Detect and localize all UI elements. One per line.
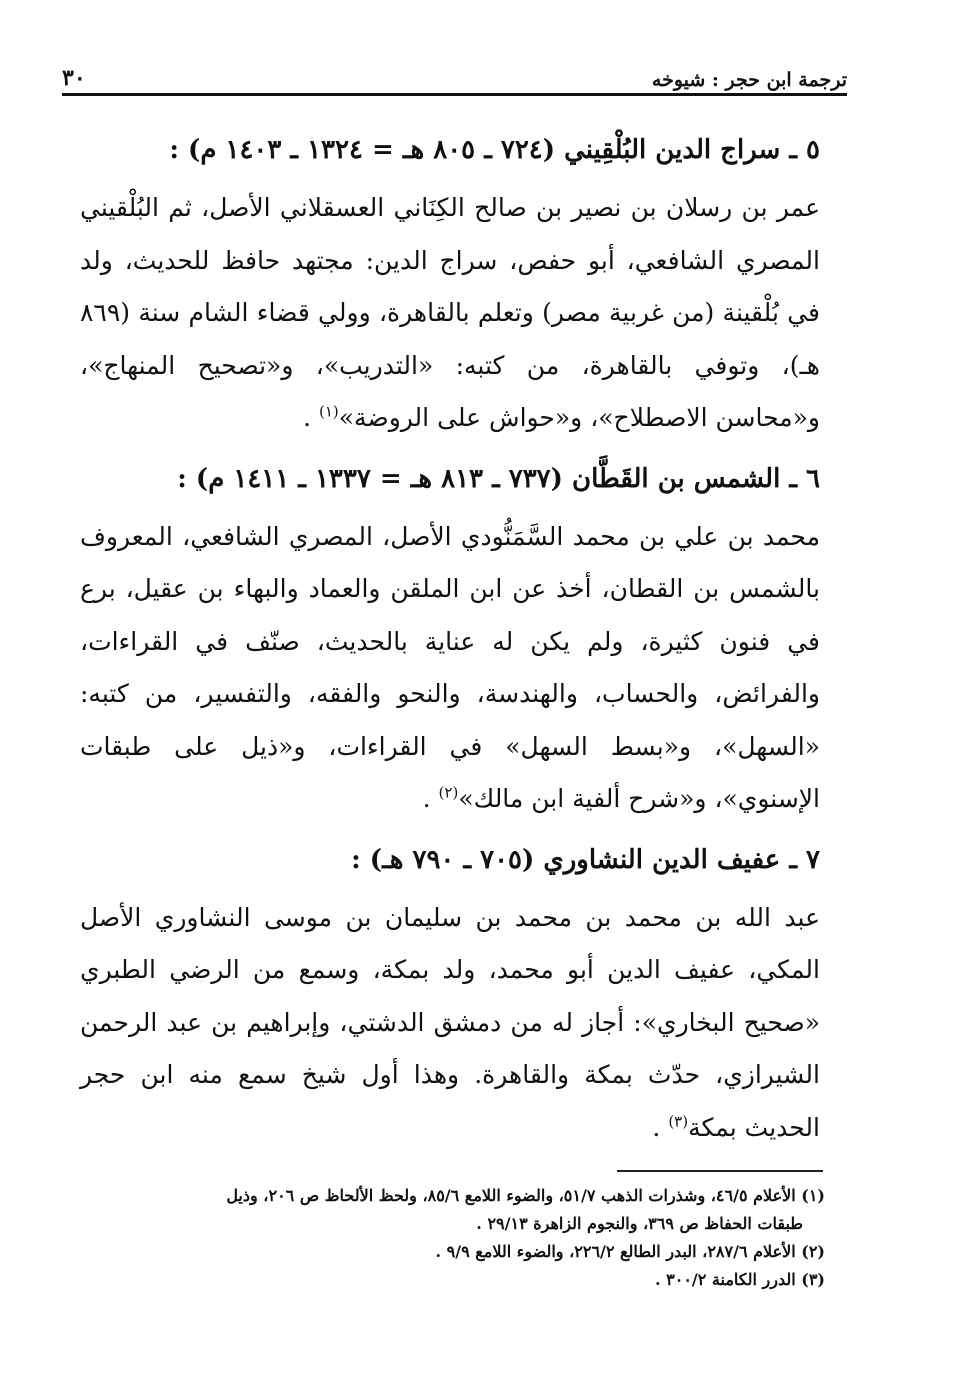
biography-entry-6 — [80, 453, 820, 826]
entry-end: . — [303, 403, 319, 432]
header-rule — [62, 93, 847, 96]
entry-heading: ٧ ـ عفيف الدين النشاوري (٧٠٥ ـ ٧٩٠ هـ) : — [351, 844, 820, 875]
entry-end: . — [422, 784, 439, 813]
entry-body: عمر بن رسلان بن نصير بن صالح الكِنَاني العسقلاني الأصل، ثم البُلْقيني المصري الشافعي، أبو حفص، سراج الدين: مجتهد حافظ للحديث، ولد في بُلْقينة (من غربية مصر) وتعلم بالقاهرة، وولي قضاء الشام سنة (٨٦٩ هـ)، وتوفي بالقاهرة، من كتبه: «التدريب»، و«تصحيح المنهاج»، و«محاسن الاصطلاح»، و«حواش على الروضة» — [80, 193, 820, 432]
entry-body: محمد بن علي بن محمد السَّمَنُّودي الأصل، المصري الشافعي، المعروف بالشمس بن القطان، أخذ عن ابن الملقن والعماد والبهاء بن عقيل، برع في فنون كثيرة، ولم يكن له عناية بالحديث، صنّف في القراءات، والفرائض، والحساب، والهندسة، والنحو والفقه، والتفسير، من كتبه: «السهل»، و«بسط السهل» في القراءات، و«ذيل على طبقات الإسنوي»، و«شرح ألفية ابن مالك» — [80, 521, 820, 813]
entry-end: . — [652, 1112, 669, 1142]
footnote-ref-2: (٢) — [438, 783, 459, 802]
footnotes — [80, 1183, 825, 1295]
entry-paragraph — [80, 892, 820, 1155]
entry-body: عبد الله بن محمد بن محمد بن سليمان بن موسى النشاوري الأصل المكي، عفيف الدين أبو محمد، ولد بمكة، وسمع من الرضي الطبري «صحيح البخاري»: أجاز له من دمشق الدشتي، وإبراهيم بن عبد الرحمن الشيرازي، حدّث بمكة والقاهرة. وهذا أول شيخ سمع منه ابن حجر الحديث بمكة — [80, 902, 820, 1142]
page-number: ٣٠ — [62, 65, 86, 91]
footnote-1-continued: طبقات الحفاظ ص ٣٦٩، والنجوم الزاهرة ٢٩/١٣ . — [476, 1214, 803, 1233]
footnote-separator — [617, 1170, 823, 1172]
running-header — [62, 55, 847, 91]
running-title: ترجمة ابن حجر : شيوخه — [651, 69, 847, 91]
entry-paragraph — [80, 182, 820, 445]
footnote-1: (١) الأعلام ٤٦/٥، وشذرات الذهب ٥١/٧، والضوء اللامع ٨٥/٦، ولحظ الألحاظ ص ٢٠٦، وذيل — [226, 1186, 825, 1205]
footnote-ref-3: (٣) — [668, 1112, 689, 1131]
footnote-ref-1: (١) — [318, 402, 339, 421]
entry-heading: ٥ ـ سراج الدين البُلْقِيني (٧٢٤ ـ ٨٠٥ هـ = ١٣٢٤ ـ ١٤٠٣ م) : — [169, 135, 820, 165]
footnote-3: (٣) الدرر الكامنة ٣٠٠/٢ . — [655, 1270, 825, 1289]
entry-paragraph — [80, 511, 820, 826]
entry-heading: ٦ ـ الشمس بن القَطَّان (٧٣٧ ـ ٨١٣ هـ = ١٣٣٧ ـ ١٤١١ م) : — [177, 463, 820, 494]
biography-entry-7 — [80, 834, 820, 1155]
footnote-2: (٢) الأعلام ٢٨٧/٦، البدر الطالع ٢٢٦/٢، والضوء اللامع ٩/٩ . — [435, 1242, 825, 1261]
main-text — [80, 124, 820, 1162]
biography-entry-5 — [80, 124, 820, 445]
